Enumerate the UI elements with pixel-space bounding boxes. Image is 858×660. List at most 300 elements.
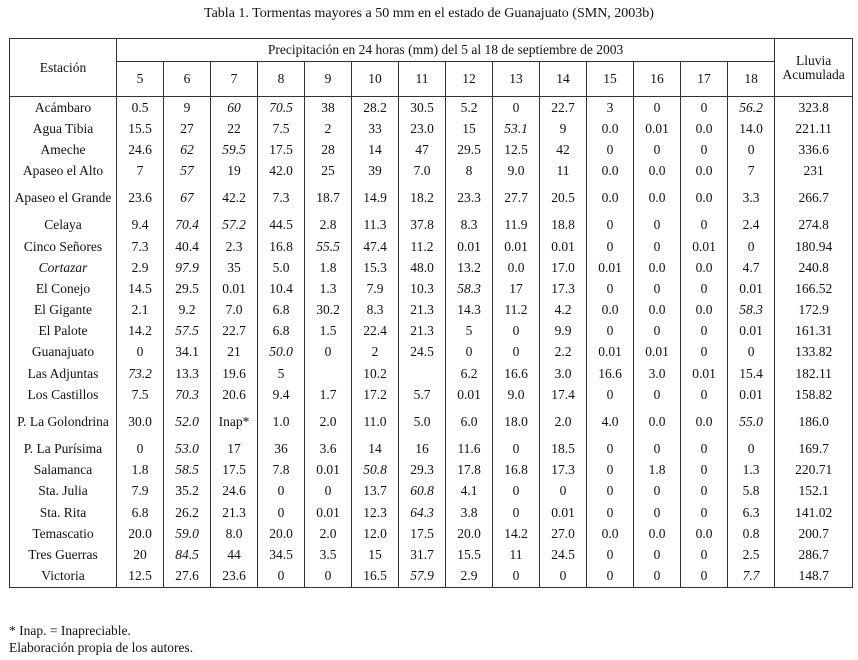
station-name: Agua Tibia xyxy=(10,118,117,139)
precip-cell: 11.0 xyxy=(352,405,399,438)
precip-cell: 0.01 xyxy=(681,236,728,257)
table-row xyxy=(10,523,853,544)
precip-cell: 23.0 xyxy=(399,118,446,139)
precip-cell: 14 xyxy=(352,139,399,160)
precip-cell: 11.2 xyxy=(399,236,446,257)
precip-cell: 2.3 xyxy=(211,236,258,257)
table-row xyxy=(10,215,853,236)
precip-cell: 0.0 xyxy=(587,161,634,182)
precip-cell: 0 xyxy=(587,384,634,405)
table-row xyxy=(10,257,853,278)
precip-cell: 47 xyxy=(399,139,446,160)
precip-cell: 3.8 xyxy=(446,502,493,523)
table-row xyxy=(10,566,853,588)
precip-cell: 9.4 xyxy=(117,215,164,236)
station-name: Sta. Julia xyxy=(10,481,117,502)
total-cell: 172.9 xyxy=(775,300,853,321)
precip-cell: 0 xyxy=(305,481,352,502)
precip-cell: 29.3 xyxy=(399,460,446,481)
precip-cell: 19.6 xyxy=(211,363,258,384)
precip-cell: 44.5 xyxy=(258,215,305,236)
precip-cell: 0 xyxy=(681,544,728,565)
precip-cell: 0 xyxy=(587,544,634,565)
table-row xyxy=(10,460,853,481)
precip-cell: 26.2 xyxy=(164,502,211,523)
precip-cell: 5.7 xyxy=(399,384,446,405)
precip-cell: 0 xyxy=(493,438,540,459)
precip-cell: 57 xyxy=(164,161,211,182)
table-notes xyxy=(9,622,193,656)
precip-cell: 29.5 xyxy=(164,278,211,299)
precip-cell: 2.5 xyxy=(728,544,775,565)
table-row xyxy=(10,481,853,502)
precip-cell: 1.3 xyxy=(305,278,352,299)
station-name: P. La Golondrina xyxy=(10,405,117,438)
precip-cell: 0 xyxy=(540,481,587,502)
precip-cell: 16.6 xyxy=(587,363,634,384)
precip-cell: 10.4 xyxy=(258,278,305,299)
precip-cell: 57.9 xyxy=(399,566,446,588)
precip-cell: 0.01 xyxy=(681,363,728,384)
precip-cell: 70.4 xyxy=(164,215,211,236)
station-name: Victoria xyxy=(10,566,117,588)
precip-cell: 0 xyxy=(634,384,681,405)
table-row xyxy=(10,384,853,405)
precip-cell: 0.0 xyxy=(681,300,728,321)
precip-cell: 55.0 xyxy=(728,405,775,438)
total-cell: 231 xyxy=(775,161,853,182)
storm-table xyxy=(9,38,853,588)
total-header-line1: Lluvia xyxy=(796,52,832,68)
station-name: Apaseo el Alto xyxy=(10,161,117,182)
precip-cell: 17.8 xyxy=(446,460,493,481)
precip-cell: 2.1 xyxy=(117,300,164,321)
precip-cell: 14.9 xyxy=(352,182,399,215)
precip-cell: 25 xyxy=(305,161,352,182)
day-header: 6 xyxy=(164,62,211,97)
precip-cell: 67 xyxy=(164,182,211,215)
precip-cell: 18.5 xyxy=(540,438,587,459)
precip-cell: 0.01 xyxy=(446,384,493,405)
precip-cell: 15 xyxy=(352,544,399,565)
precip-cell: 16.8 xyxy=(493,460,540,481)
precip-cell: 0 xyxy=(681,481,728,502)
precip-cell: 2 xyxy=(352,342,399,363)
station-name: El Gigante xyxy=(10,300,117,321)
precip-cell: 0 xyxy=(681,139,728,160)
precip-cell: 20.6 xyxy=(211,384,258,405)
precip-cell: 0.01 xyxy=(587,342,634,363)
precip-cell: 0 xyxy=(634,481,681,502)
station-name: Temascatio xyxy=(10,523,117,544)
precip-cell: 60.8 xyxy=(399,481,446,502)
precip-cell: 28 xyxy=(305,139,352,160)
precip-cell: 7 xyxy=(728,161,775,182)
precip-cell: 0 xyxy=(258,566,305,588)
station-name: Apaseo el Grande xyxy=(10,182,117,215)
precip-cell: 9.4 xyxy=(258,384,305,405)
precip-cell: 0 xyxy=(634,97,681,119)
precip-cell: 3.3 xyxy=(728,182,775,215)
precip-cell: 58.3 xyxy=(728,300,775,321)
precip-cell: 0 xyxy=(258,481,305,502)
precip-cell: 35.2 xyxy=(164,481,211,502)
precip-cell: 0.0 xyxy=(634,523,681,544)
precip-cell: 6.8 xyxy=(258,300,305,321)
precip-cell: 55.5 xyxy=(305,236,352,257)
precip-cell: 11 xyxy=(493,544,540,565)
precip-cell: 0 xyxy=(681,278,728,299)
precip-cell: 1.3 xyxy=(728,460,775,481)
precip-cell: 0 xyxy=(587,438,634,459)
precip-cell: 31.7 xyxy=(399,544,446,565)
precip-cell: 0 xyxy=(681,438,728,459)
precip-cell: 0 xyxy=(305,342,352,363)
precip-cell: 12.5 xyxy=(117,566,164,588)
precip-cell: 70.5 xyxy=(258,97,305,119)
day-header: 13 xyxy=(493,62,540,97)
precip-cell: 22.4 xyxy=(352,321,399,342)
precip-cell: 23.3 xyxy=(446,182,493,215)
precip-cell: 0 xyxy=(493,481,540,502)
precip-cell: 9.0 xyxy=(493,384,540,405)
total-cell: 182.11 xyxy=(775,363,853,384)
precip-cell: 5 xyxy=(446,321,493,342)
precip-cell: 56.2 xyxy=(728,97,775,119)
precip-cell: 2.2 xyxy=(540,342,587,363)
precip-cell: 1.8 xyxy=(634,460,681,481)
precip-cell: 9.0 xyxy=(493,161,540,182)
precip-cell: 0.0 xyxy=(634,405,681,438)
precip-cell: 0 xyxy=(634,215,681,236)
precip-cell: 0 xyxy=(117,342,164,363)
precip-cell: 5.2 xyxy=(446,97,493,119)
day-header: 7 xyxy=(211,62,258,97)
precip-cell: 22 xyxy=(211,118,258,139)
precip-cell: 27.6 xyxy=(164,566,211,588)
precip-cell: 50.8 xyxy=(352,460,399,481)
day-header: 18 xyxy=(728,62,775,97)
precip-cell: 24.5 xyxy=(540,544,587,565)
precip-cell: 7.5 xyxy=(258,118,305,139)
precip-cell: 7.7 xyxy=(728,566,775,588)
precip-cell: 8.0 xyxy=(211,523,258,544)
day-header: 8 xyxy=(258,62,305,97)
precip-cell: 2.0 xyxy=(540,405,587,438)
precip-cell: 0 xyxy=(540,566,587,588)
station-name: Las Adjuntas xyxy=(10,363,117,384)
precip-cell: 73.2 xyxy=(117,363,164,384)
table-row xyxy=(10,118,853,139)
precip-cell: 7.9 xyxy=(117,481,164,502)
precip-cell: 40.4 xyxy=(164,236,211,257)
precip-cell: 2.0 xyxy=(305,405,352,438)
precip-cell: 21.3 xyxy=(399,321,446,342)
precip-cell: 23.6 xyxy=(117,182,164,215)
station-name: Sta. Rita xyxy=(10,502,117,523)
table-row xyxy=(10,278,853,299)
precip-cell: 0.01 xyxy=(305,460,352,481)
precip-cell: 0 xyxy=(681,97,728,119)
precip-cell: 29.5 xyxy=(446,139,493,160)
precip-cell: 0 xyxy=(728,139,775,160)
precip-cell xyxy=(399,363,446,384)
table-row xyxy=(10,97,853,119)
precip-cell: 6.2 xyxy=(446,363,493,384)
precip-cell: 0.01 xyxy=(587,257,634,278)
precip-cell: 0 xyxy=(493,342,540,363)
precip-cell: 17.2 xyxy=(352,384,399,405)
precip-cell: 42.2 xyxy=(211,182,258,215)
station-name: Salamanca xyxy=(10,460,117,481)
precip-cell: 17.4 xyxy=(540,384,587,405)
table-row xyxy=(10,438,853,459)
precip-cell: 14.3 xyxy=(446,300,493,321)
total-cell: 158.82 xyxy=(775,384,853,405)
precip-cell: 1.7 xyxy=(305,384,352,405)
precip-cell: 6.8 xyxy=(117,502,164,523)
precip-cell: 0.0 xyxy=(493,257,540,278)
precip-cell: 6.0 xyxy=(446,405,493,438)
precip-cell: 16.8 xyxy=(258,236,305,257)
precip-cell: 7.5 xyxy=(117,384,164,405)
precip-cell: 0.8 xyxy=(728,523,775,544)
precip-cell: 0 xyxy=(634,236,681,257)
total-cell: 286.7 xyxy=(775,544,853,565)
precip-cell: 0 xyxy=(634,544,681,565)
precip-cell: 0.0 xyxy=(681,182,728,215)
station-name: Guanajuato xyxy=(10,342,117,363)
precip-cell: 24.5 xyxy=(399,342,446,363)
precip-cell: 14.2 xyxy=(117,321,164,342)
total-cell: 141.02 xyxy=(775,502,853,523)
precip-cell: 22.7 xyxy=(211,321,258,342)
precip-cell: 17 xyxy=(493,278,540,299)
total-cell: 180.94 xyxy=(775,236,853,257)
precip-cell: 36 xyxy=(258,438,305,459)
table-row xyxy=(10,300,853,321)
precip-cell: 1.8 xyxy=(117,460,164,481)
precip-group-header: Precipitación en 24 horas (mm) del 5 al 18 de septiembre de 2003 xyxy=(117,39,775,62)
total-cell: 133.82 xyxy=(775,342,853,363)
note-source: Elaboración propia de los autores. xyxy=(9,640,194,655)
precip-cell: 2.8 xyxy=(305,215,352,236)
precip-cell: 9.2 xyxy=(164,300,211,321)
precip-cell: 0 xyxy=(634,278,681,299)
total-cell: 336.6 xyxy=(775,139,853,160)
precip-cell: 0 xyxy=(634,566,681,588)
precip-cell: 12.0 xyxy=(352,523,399,544)
station-name: Los Castillos xyxy=(10,384,117,405)
total-cell: 274.8 xyxy=(775,215,853,236)
precip-cell: 0.0 xyxy=(587,118,634,139)
total-header-line2: Acumulada xyxy=(782,66,845,82)
precip-cell: 24.6 xyxy=(211,481,258,502)
precip-cell: 10.2 xyxy=(352,363,399,384)
precip-cell: 14.5 xyxy=(117,278,164,299)
precip-cell: 30.0 xyxy=(117,405,164,438)
precip-cell: 0 xyxy=(446,342,493,363)
precip-cell: 7.3 xyxy=(258,182,305,215)
precip-cell: 50.0 xyxy=(258,342,305,363)
precip-cell: 7.8 xyxy=(258,460,305,481)
precip-cell: 20.0 xyxy=(258,523,305,544)
total-cell: 266.7 xyxy=(775,182,853,215)
precip-cell: 14.2 xyxy=(493,523,540,544)
precip-cell: 13.2 xyxy=(446,257,493,278)
total-cell: 221.11 xyxy=(775,118,853,139)
precip-cell: 11.9 xyxy=(493,215,540,236)
table-row xyxy=(10,544,853,565)
precip-cell: 27.0 xyxy=(540,523,587,544)
precip-cell: 21 xyxy=(211,342,258,363)
precip-cell: 0 xyxy=(305,566,352,588)
total-cell: 166.52 xyxy=(775,278,853,299)
precip-cell: 0 xyxy=(681,502,728,523)
day-header: 14 xyxy=(540,62,587,97)
precip-cell: 0 xyxy=(728,236,775,257)
precip-cell: 0 xyxy=(681,566,728,588)
precip-cell: 4.1 xyxy=(446,481,493,502)
precip-cell: 2.9 xyxy=(446,566,493,588)
precip-cell: 3 xyxy=(587,97,634,119)
precip-cell: 47.4 xyxy=(352,236,399,257)
precip-cell: 14 xyxy=(352,438,399,459)
precip-cell: 5.0 xyxy=(399,405,446,438)
day-header: 12 xyxy=(446,62,493,97)
precip-cell: 53.0 xyxy=(164,438,211,459)
precip-cell: 0.0 xyxy=(587,523,634,544)
precip-cell: 2.4 xyxy=(728,215,775,236)
precip-cell: 4.0 xyxy=(587,405,634,438)
precip-cell: 0.0 xyxy=(634,300,681,321)
precip-cell: 1.0 xyxy=(258,405,305,438)
precip-cell: 3.0 xyxy=(540,363,587,384)
precip-cell: 12.3 xyxy=(352,502,399,523)
station-name: Tres Guerras xyxy=(10,544,117,565)
total-cell: 220.71 xyxy=(775,460,853,481)
precip-cell: 20.0 xyxy=(446,523,493,544)
precip-cell: 0 xyxy=(587,236,634,257)
precip-cell: 44 xyxy=(211,544,258,565)
precip-cell: 0 xyxy=(634,438,681,459)
precip-cell: 20.5 xyxy=(540,182,587,215)
precip-cell: 60 xyxy=(211,97,258,119)
precip-cell: 18.2 xyxy=(399,182,446,215)
precip-cell: 27 xyxy=(164,118,211,139)
precip-cell: 7.9 xyxy=(352,278,399,299)
precip-cell xyxy=(305,363,352,384)
precip-cell: 15 xyxy=(446,118,493,139)
precip-cell: 17.3 xyxy=(540,278,587,299)
precip-cell: 5.8 xyxy=(728,481,775,502)
precip-cell: 0.01 xyxy=(728,278,775,299)
precip-cell: 42 xyxy=(540,139,587,160)
precip-cell: 5.0 xyxy=(258,257,305,278)
precip-cell: 34.5 xyxy=(258,544,305,565)
precip-cell: 59.0 xyxy=(164,523,211,544)
precip-cell: 0 xyxy=(634,321,681,342)
precip-cell: 97.9 xyxy=(164,257,211,278)
precip-cell: 0.0 xyxy=(681,118,728,139)
precip-cell: 16 xyxy=(399,438,446,459)
precip-cell: 11.2 xyxy=(493,300,540,321)
precip-cell: 17.3 xyxy=(540,460,587,481)
precip-cell: 15.3 xyxy=(352,257,399,278)
precip-cell: 0.01 xyxy=(211,278,258,299)
precip-cell: 4.2 xyxy=(540,300,587,321)
precip-cell: 42.0 xyxy=(258,161,305,182)
precip-cell: 18.7 xyxy=(305,182,352,215)
station-name: P. La Purísima xyxy=(10,438,117,459)
precip-cell: 0 xyxy=(493,321,540,342)
station-name: El Conejo xyxy=(10,278,117,299)
precip-cell: 0 xyxy=(493,97,540,119)
precip-cell: 84.5 xyxy=(164,544,211,565)
precip-cell: 0.01 xyxy=(305,502,352,523)
precip-cell: 64.3 xyxy=(399,502,446,523)
precip-cell: 7 xyxy=(117,161,164,182)
precip-cell: 3.5 xyxy=(305,544,352,565)
precip-cell: 0 xyxy=(587,460,634,481)
day-header: 10 xyxy=(352,62,399,97)
precip-cell: 9 xyxy=(164,97,211,119)
precip-cell: 0.0 xyxy=(587,182,634,215)
day-header: 17 xyxy=(681,62,728,97)
note-inap: * Inap. = Inapreciable. xyxy=(9,623,131,638)
precip-cell: 0.0 xyxy=(681,161,728,182)
day-header: 5 xyxy=(117,62,164,97)
day-header: 16 xyxy=(634,62,681,97)
total-cell: 240.8 xyxy=(775,257,853,278)
precip-cell: Inap* xyxy=(211,405,258,438)
precip-cell: 57.2 xyxy=(211,215,258,236)
precip-cell: 11 xyxy=(540,161,587,182)
table-row xyxy=(10,502,853,523)
precip-cell: 13.3 xyxy=(164,363,211,384)
precip-cell: 16.5 xyxy=(352,566,399,588)
station-name: El Palote xyxy=(10,321,117,342)
precip-cell: 0.0 xyxy=(587,300,634,321)
precip-cell: 0 xyxy=(681,215,728,236)
precip-cell: 18.0 xyxy=(493,405,540,438)
station-name: Cinco Señores xyxy=(10,236,117,257)
precip-cell: 11.3 xyxy=(352,215,399,236)
precip-cell: 7.0 xyxy=(399,161,446,182)
precip-cell: 0.0 xyxy=(681,523,728,544)
precip-cell: 6.8 xyxy=(258,321,305,342)
precip-cell: 24.6 xyxy=(117,139,164,160)
total-cell: 169.7 xyxy=(775,438,853,459)
day-header: 11 xyxy=(399,62,446,97)
precip-cell: 0.01 xyxy=(446,236,493,257)
precip-cell: 53.1 xyxy=(493,118,540,139)
table-title: Tabla 1. Tormentas mayores a 50 mm en el estado de Guanajuato (SMN, 2003b) xyxy=(204,6,654,21)
precip-cell: 0 xyxy=(587,566,634,588)
precip-cell: 0 xyxy=(587,139,634,160)
precip-cell: 0 xyxy=(728,342,775,363)
precip-cell: 58.3 xyxy=(446,278,493,299)
day-header: 15 xyxy=(587,62,634,97)
table-row xyxy=(10,363,853,384)
precip-cell: 27.7 xyxy=(493,182,540,215)
station-name: Acámbaro xyxy=(10,97,117,119)
precip-cell: 0 xyxy=(728,438,775,459)
table-row xyxy=(10,321,853,342)
total-column-header xyxy=(775,39,853,97)
precip-cell: 0.01 xyxy=(540,236,587,257)
precip-cell: 39 xyxy=(352,161,399,182)
